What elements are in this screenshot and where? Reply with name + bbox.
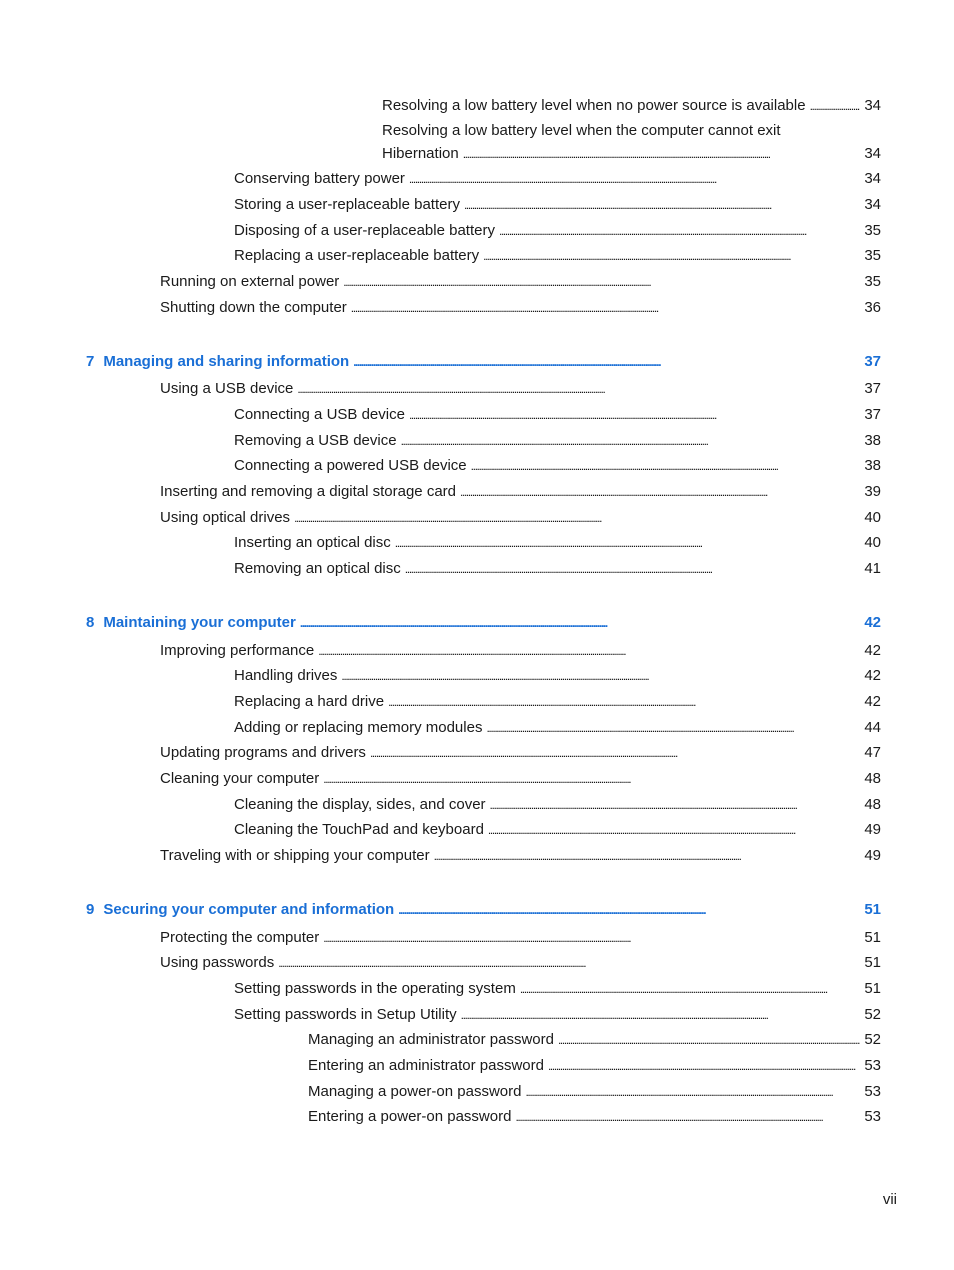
dot-leader	[488, 820, 860, 840]
dot-leader	[409, 405, 860, 425]
toc-entry-title: Managing a power-on password	[308, 1083, 522, 1100]
toc-entry-title: Using passwords	[160, 954, 275, 971]
dot-leader	[460, 482, 860, 502]
chapter-title: Managing and sharing information	[103, 353, 350, 370]
dot-leader	[401, 431, 861, 451]
dot-leader	[294, 508, 860, 528]
toc-page-number: 49	[864, 821, 881, 838]
toc-entry-link[interactable]	[308, 1107, 881, 1127]
toc-page-number: 42	[864, 642, 881, 659]
chapter-title: Securing your computer and information	[103, 901, 395, 918]
dot-leader	[323, 928, 860, 948]
page-number: vii	[882, 1191, 897, 1208]
toc-entry-link[interactable]	[160, 482, 881, 502]
toc-entry-title: Setting passwords in the operating system	[234, 980, 516, 997]
toc-entry-title: Removing a USB device	[234, 432, 397, 449]
toc-entry-title: Replacing a hard drive	[234, 693, 385, 710]
dot-leader	[278, 953, 860, 973]
toc-page-number: 51	[864, 901, 881, 918]
toc-entry-link[interactable]	[160, 769, 881, 789]
toc-entry-title: Using a USB device	[160, 380, 294, 397]
toc-entry-title: Connecting a USB device	[234, 406, 405, 423]
toc-entry-link[interactable]	[160, 743, 881, 763]
toc-page-number: 41	[864, 560, 881, 577]
toc-entry-title: Using optical drives	[160, 509, 291, 526]
toc-entry-title	[86, 613, 296, 633]
dot-leader	[548, 1056, 860, 1076]
toc-entry-title: Shutting down the computer	[160, 299, 347, 316]
dot-leader	[343, 272, 860, 292]
toc-page-number: 35	[864, 247, 881, 264]
toc-page-number: 36	[864, 299, 881, 316]
toc-page-number: 49	[864, 847, 881, 864]
toc-entry-continued: Resolving a low battery level when the computer cannot exit	[382, 122, 781, 139]
chapter-number: 8	[86, 614, 95, 631]
dot-leader	[405, 559, 861, 579]
toc-entry-link[interactable]	[160, 272, 881, 292]
toc-entry-title: Inserting and removing a digital storage card	[160, 483, 457, 500]
toc-chapter-link[interactable]	[86, 352, 881, 372]
toc-page-number: 53	[864, 1057, 881, 1074]
dot-leader	[398, 900, 860, 920]
toc-chapter-link[interactable]	[86, 900, 881, 920]
toc-page-number: 38	[864, 432, 881, 449]
toc-entry-title: Cleaning the display, sides, and cover	[234, 796, 486, 813]
chapter-number: 9	[86, 901, 95, 918]
toc-page-number: 53	[864, 1083, 881, 1100]
toc-page-number: 34	[864, 97, 881, 114]
toc-page-number: 53	[864, 1108, 881, 1125]
toc-page-number: 44	[864, 719, 881, 736]
toc-entry-title: Replacing a user-replaceable battery	[234, 247, 480, 264]
dot-leader	[388, 692, 860, 712]
toc-page-number: 34	[864, 196, 881, 213]
dot-leader	[318, 641, 860, 661]
toc-entry-title: Setting passwords in Setup Utility	[234, 1006, 457, 1023]
toc-page-number: 52	[864, 1031, 881, 1048]
dot-leader	[341, 666, 860, 686]
chapter-title: Maintaining your computer	[103, 614, 296, 631]
toc-chapter-link[interactable]	[86, 613, 881, 633]
toc-entry-title: Entering a power-on password	[308, 1108, 512, 1125]
toc-page-number: 47	[864, 744, 881, 761]
toc-page-number: 39	[864, 483, 881, 500]
toc-entry-title: Entering an administrator password	[308, 1057, 544, 1074]
dot-leader	[486, 718, 860, 738]
toc-entry-link[interactable]	[160, 298, 881, 318]
toc-entry-link[interactable]	[234, 820, 881, 840]
toc-entry-link[interactable]	[234, 221, 881, 241]
toc-entry-link[interactable]	[234, 979, 881, 999]
toc-page-number: 40	[864, 509, 881, 526]
toc-entry-link[interactable]	[234, 692, 881, 712]
dot-leader	[810, 96, 861, 116]
toc-page-number: 51	[864, 929, 881, 946]
toc-page-number: 34	[864, 170, 881, 187]
toc-entry-title: Conserving battery power	[234, 170, 405, 187]
toc-entry-title: Removing an optical disc	[234, 560, 401, 577]
dot-leader	[520, 979, 860, 999]
toc-entry-title: Resolving a low battery level when no power source is available	[382, 97, 806, 114]
toc-page-number: 37	[864, 353, 881, 370]
toc-entry-title: Connecting a powered USB device	[234, 457, 467, 474]
toc-page-number: 34	[864, 145, 881, 162]
toc-entry-link[interactable]	[234, 246, 881, 266]
toc-entry-title: Traveling with or shipping your computer	[160, 847, 430, 864]
toc-page-number: 51	[864, 980, 881, 997]
toc-entry-title: Disposing of a user-replaceable battery	[234, 222, 495, 239]
toc-page-number: 52	[864, 1006, 881, 1023]
toc-entry-link[interactable]	[160, 953, 881, 973]
toc-entry-title: Inserting an optical disc	[234, 534, 391, 551]
toc-page-number: 48	[864, 770, 881, 787]
toc-entry-link[interactable]	[382, 144, 881, 164]
dot-leader	[434, 846, 861, 866]
toc-entry-link[interactable]	[234, 405, 881, 425]
dot-leader	[464, 195, 860, 215]
dot-leader	[471, 456, 861, 476]
toc-entry-link[interactable]	[308, 1030, 881, 1050]
toc-entry-title: Cleaning the TouchPad and keyboard	[234, 821, 484, 838]
toc-entry-link[interactable]	[234, 431, 881, 451]
toc-page-number: 42	[864, 667, 881, 684]
dot-leader	[461, 1005, 861, 1025]
toc-entry-link[interactable]	[234, 195, 881, 215]
toc-entry-title: Cleaning your computer	[160, 770, 320, 787]
toc-entry-link[interactable]	[234, 666, 881, 686]
dot-leader	[499, 221, 860, 241]
toc-entry-link[interactable]	[160, 379, 881, 399]
dot-leader	[409, 169, 860, 189]
dot-leader	[351, 298, 861, 318]
toc-entry-link[interactable]	[308, 1056, 881, 1076]
dot-leader	[490, 795, 861, 815]
toc-entry-link[interactable]	[308, 1082, 881, 1102]
toc-entry-title: Adding or replacing memory modules	[234, 719, 483, 736]
toc-page-number: 35	[864, 273, 881, 290]
toc-page-number: 38	[864, 457, 881, 474]
toc-entry-link[interactable]	[234, 795, 881, 815]
toc-entry-link[interactable]	[160, 641, 881, 661]
toc-entry-link[interactable]	[234, 533, 881, 553]
toc-entry-link[interactable]	[160, 508, 881, 528]
toc-entry-link[interactable]	[234, 1005, 881, 1025]
toc-page-number: 35	[864, 222, 881, 239]
toc-entry-link[interactable]	[160, 846, 881, 866]
toc-page-number: 40	[864, 534, 881, 551]
toc-entry-title: Hibernation	[382, 145, 459, 162]
toc-page-number: 37	[864, 380, 881, 397]
toc-entry-title: Handling drives	[234, 667, 338, 684]
toc-page-number: 37	[864, 406, 881, 423]
toc-page-number: 42	[864, 614, 881, 631]
toc-entry-title: Running on external power	[160, 273, 340, 290]
dot-leader	[515, 1107, 860, 1127]
dot-leader	[297, 379, 860, 399]
dot-leader	[300, 613, 860, 633]
toc-entry-title	[86, 900, 394, 920]
chapter-number: 7	[86, 353, 95, 370]
toc-entry-title: Improving performance	[160, 642, 315, 659]
dot-leader	[370, 743, 860, 763]
toc-entry-title: Updating programs and drivers	[160, 744, 366, 761]
toc-entry-link[interactable]	[160, 928, 881, 948]
dot-leader	[525, 1082, 860, 1102]
dot-leader	[395, 533, 861, 553]
dot-leader	[353, 352, 860, 372]
toc-entry-link[interactable]	[234, 718, 881, 738]
toc-entry-title: Storing a user-replaceable battery	[234, 196, 460, 213]
toc-entry-link[interactable]	[234, 559, 881, 579]
dot-leader	[323, 769, 860, 789]
dot-leader	[463, 144, 861, 164]
toc-page-number: 51	[864, 954, 881, 971]
toc-entry-title	[86, 352, 349, 372]
toc-entry-link[interactable]	[234, 456, 881, 476]
toc-entry-link[interactable]	[382, 96, 881, 116]
toc-entry-link[interactable]	[234, 169, 881, 189]
toc-entry-title: Managing an administrator password	[308, 1031, 554, 1048]
dot-leader	[483, 246, 860, 266]
dot-leader	[558, 1030, 860, 1050]
toc-entry-title: Protecting the computer	[160, 929, 320, 946]
toc-page-number: 48	[864, 796, 881, 813]
toc-page-number: 42	[864, 693, 881, 710]
